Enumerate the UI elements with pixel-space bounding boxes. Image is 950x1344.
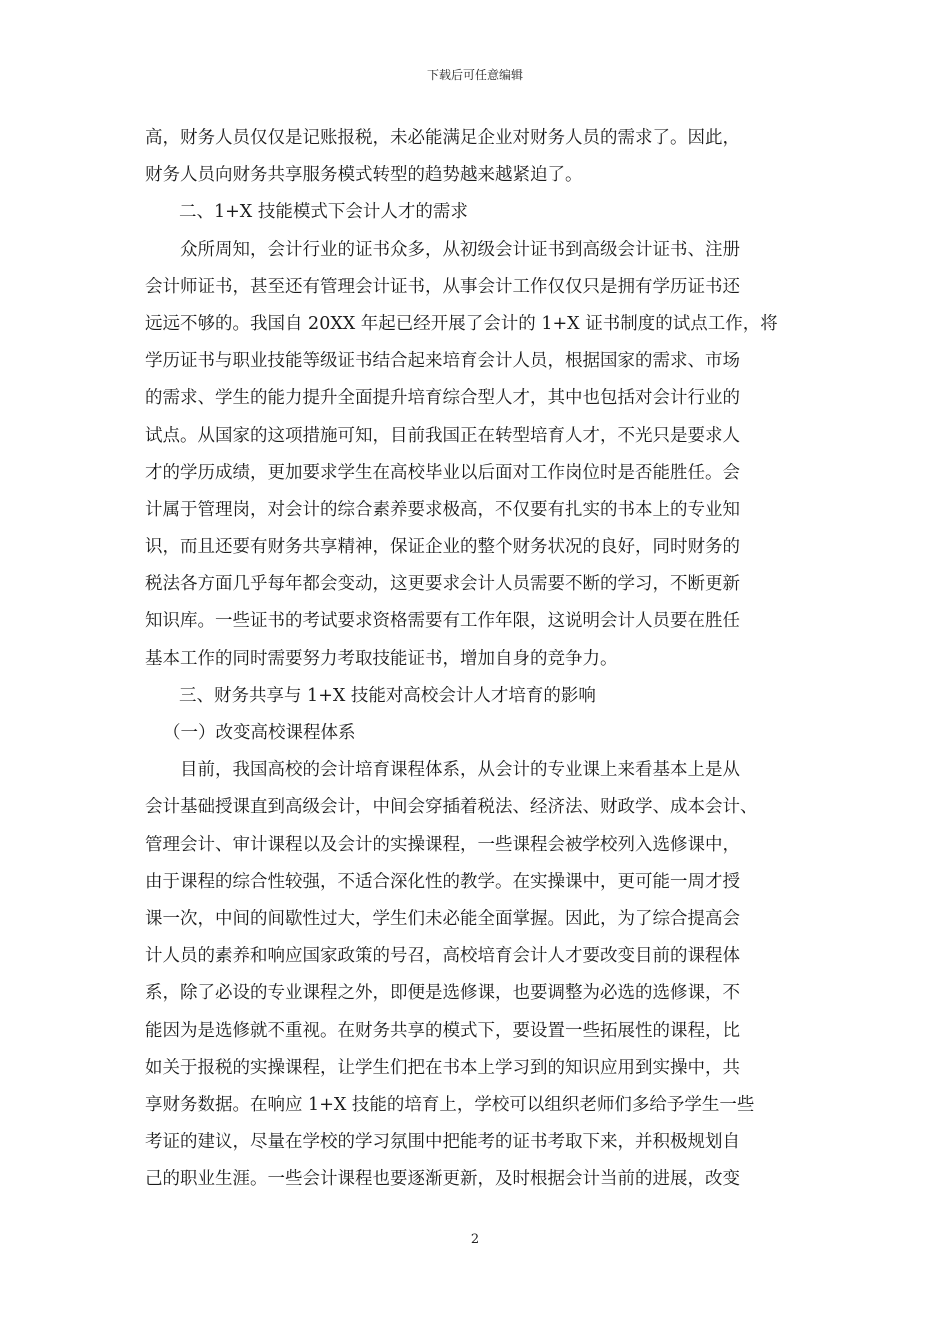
text-line: 财务人员向财务共享服务模式转型的趋势越来越紧迫了。	[145, 165, 583, 186]
page-number: 2	[470, 1232, 480, 1247]
paragraph-first-line: 目前，我国高校的会计培育课程体系，从会计的专业课上来看基本上是从	[180, 760, 740, 781]
text-line: 会计基础授课直到高级会计，中间会穿插着税法、经济法、财政学、成本会计、	[145, 797, 758, 818]
text-line: 会计师证书，甚至还有管理会计证书，从事会计工作仅仅只是拥有学历证书还	[145, 276, 740, 297]
section-heading: 三、财务共享与 1+X 技能对高校会计人才培育的影响	[179, 685, 596, 706]
subsection-heading: （一）改变高校课程体系	[163, 723, 356, 743]
text-line: 税法各方面几乎每年都会变动，这更要求会计人员需要不断的学习，不断更新	[145, 574, 740, 595]
page-header: 下载后可任意编辑	[426, 68, 523, 82]
text-line: 如关于报税的实操课程，让学生们把在书本上学习到的知识应用到实操中，共	[145, 1057, 740, 1078]
text-line: 计属于管理岗，对会计的综合素养要求极高，不仅要有扎实的书本上的专业知	[145, 499, 740, 520]
text-line: 试点。从国家的这项措施可知，目前我国正在转型培育人才，不光只是要求人	[145, 425, 740, 446]
text-line: 的需求、学生的能力提升全面提升培育综合型人才，其中也包括对会计行业的	[145, 388, 740, 409]
text-line: 识，而且还要有财务共享精神，保证企业的整个财务状况的良好，同时财务的	[145, 537, 740, 558]
text-line: 高，财务人员仅仅是记账报税，未必能满足企业对财务人员的需求了。因此，	[145, 128, 740, 148]
text-line: 计人员的素养和响应国家政策的号召，高校培育会计人才要改变目前的课程体	[145, 946, 740, 967]
text-line: 学历证书与职业技能等级证书结合起来培育会计人员，根据国家的需求、市场	[145, 351, 740, 372]
text-line: 己的职业生涯。一些会计课程也要逐渐更新，及时根据会计当前的进展，改变	[145, 1169, 740, 1190]
document-body	[145, 120, 825, 1198]
text-line: 由于课程的综合性较强，不适合深化性的教学。在实操课中，更可能一周才授	[145, 871, 740, 892]
paragraph-first-line: 众所周知，会计行业的证书众多，从初级会计证书到高级会计证书、注册	[180, 239, 740, 260]
text-line: 课一次，中间的间歇性过大，学生们未必能全面掌握。因此，为了综合提高会	[145, 908, 740, 929]
text-line: 考证的建议，尽量在学校的学习氛围中把能考的证书考取下来，并积极规划自	[145, 1132, 740, 1153]
text-line: 才的学历成绩，更加要求学生在高校毕业以后面对工作岗位时是否能胜任。会	[145, 462, 740, 483]
section-heading: 二、1+X 技能模式下会计人才的需求	[179, 202, 468, 223]
text-line: 远远不够的。我国自 20XX 年起已经开展了会计的 1+X 证书制度的试点工作，将	[145, 313, 778, 334]
text-line: 系，除了必设的专业课程之外，即便是选修课，也要调整为必选的选修课，不	[145, 983, 740, 1004]
text-line: 享财务数据。在响应 1+X 技能的培育上，学校可以组织老师们多给予学生一些	[145, 1094, 755, 1115]
text-line: 基本工作的同时需要努力考取技能证书，增加自身的竞争力。	[145, 648, 618, 669]
text-line: 能因为是选修就不重视。在财务共享的模式下，要设置一些拓展性的课程，比	[145, 1020, 740, 1041]
text-line: 知识库。一些证书的考试要求资格需要有工作年限，这说明会计人员要在胜任	[145, 611, 740, 632]
text-line: 管理会计、审计课程以及会计的实操课程，一些课程会被学校列入选修课中，	[145, 834, 740, 855]
